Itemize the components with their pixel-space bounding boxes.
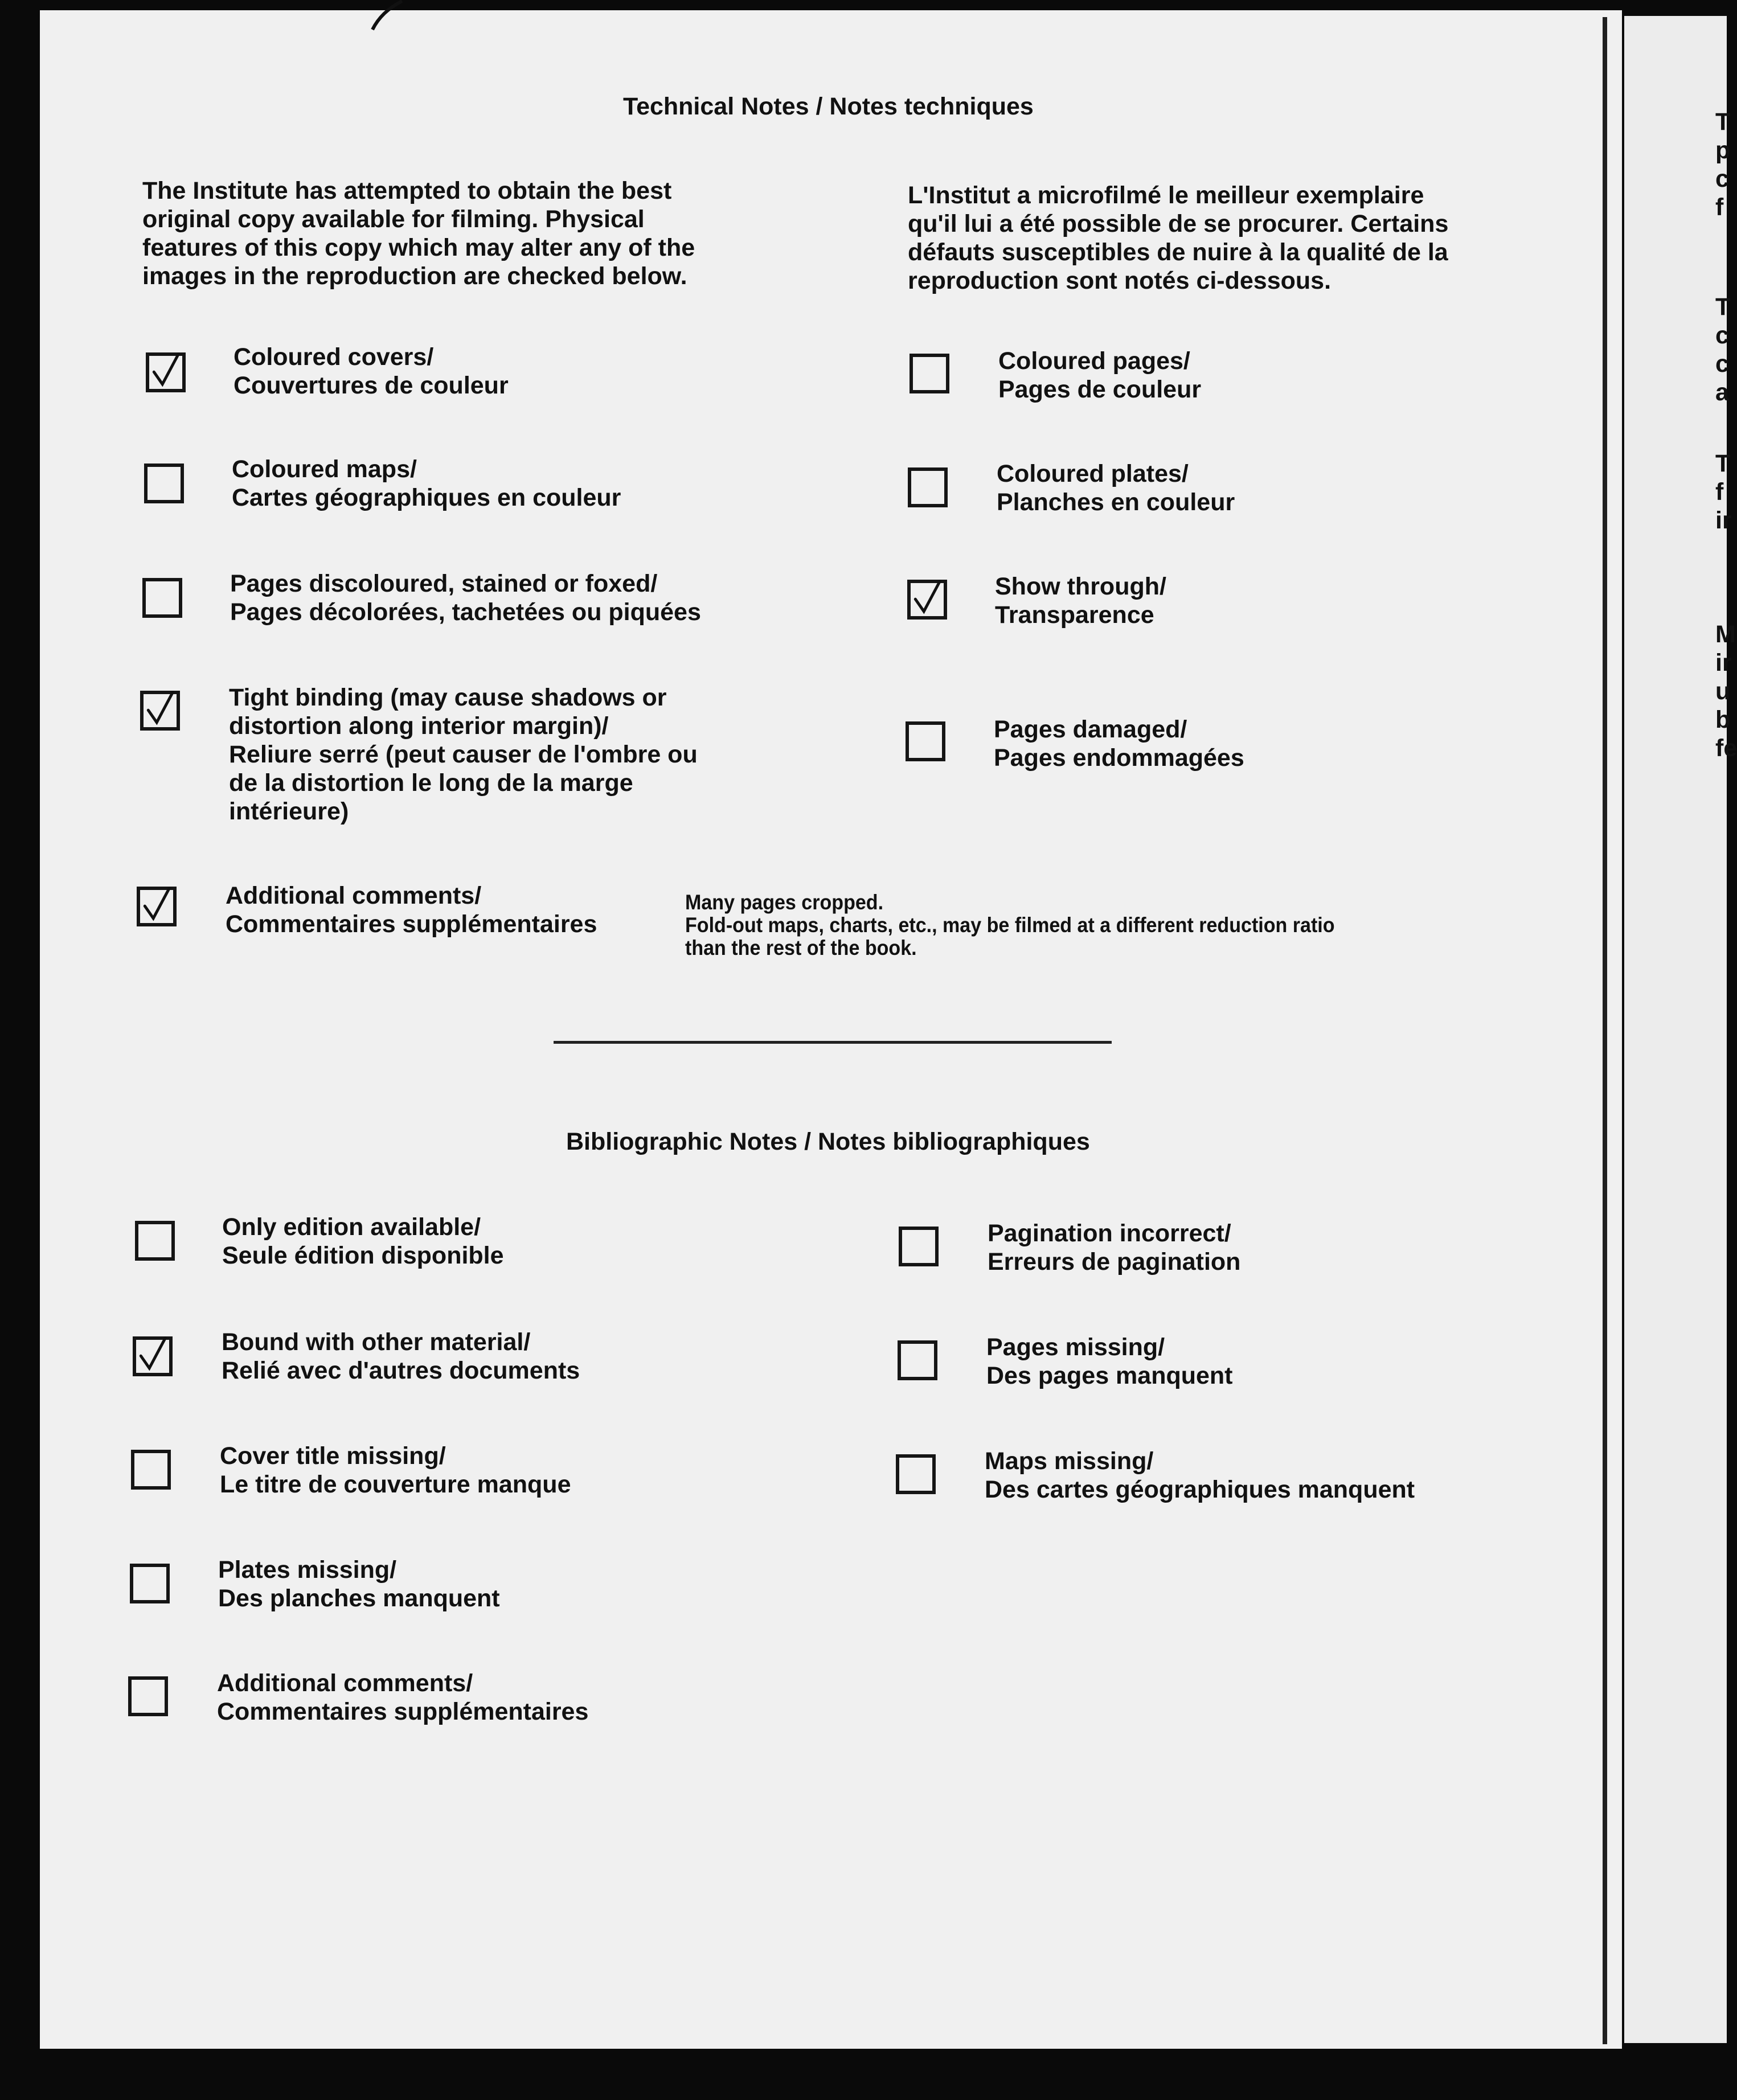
fragment-text: ir	[1715, 649, 1732, 676]
coloured-pages-label	[998, 347, 1201, 404]
technical-notes-heading: Technical Notes / Notes techniques	[623, 93, 1034, 120]
coloured-covers-label	[233, 343, 509, 400]
fragment-text: c	[1715, 165, 1729, 192]
intro-line: reproduction sont notés ci-dessous.	[908, 267, 1332, 294]
label-line: Additional comments/	[217, 1670, 473, 1697]
fragment-text: f	[1715, 194, 1724, 221]
tight-binding-checkbox[interactable]	[140, 691, 180, 731]
label-line: Seule édition disponible	[222, 1242, 504, 1269]
label-line: Tight binding (may cause shadows or	[229, 684, 667, 711]
fragment-text: p	[1715, 137, 1731, 164]
intro-line: The Institute has attempted to obtain the best	[142, 177, 672, 204]
intro-line: L'Institut a microfilmé le meilleur exemplaire	[908, 182, 1424, 209]
show-through-label	[995, 572, 1166, 629]
label-line: Le titre de couverture manque	[220, 1471, 571, 1498]
fragment-text: b	[1715, 706, 1731, 733]
coloured-plates-label	[997, 460, 1235, 516]
label-line: Des planches manquent	[218, 1585, 500, 1612]
comment-line: than the rest of the book.	[685, 936, 917, 959]
label-line: Pages endommagées	[994, 744, 1244, 772]
coloured-maps-label	[232, 455, 621, 512]
fragment-text: u	[1715, 678, 1731, 705]
tight-binding-label	[229, 683, 698, 826]
pen-stroke-mark	[370, 0, 404, 31]
label-line: Maps missing/	[985, 1447, 1154, 1475]
label-line: Coloured covers/	[233, 343, 434, 371]
intro-line: qu'il lui a été possible de se procurer. Certains	[908, 210, 1449, 237]
cover-title-missing-label	[220, 1442, 571, 1499]
pagination-incorrect-checkbox[interactable]	[899, 1227, 939, 1266]
only-edition-checkbox[interactable]	[135, 1221, 175, 1261]
label-line: Coloured maps/	[232, 456, 417, 483]
page-edge-divider	[1603, 17, 1607, 2044]
label-line: Pages missing/	[986, 1334, 1165, 1361]
maps-missing-checkbox[interactable]	[896, 1454, 936, 1494]
label-line: Pages discoloured, stained or foxed/	[230, 570, 658, 597]
label-line: Commentaires supplémentaires	[217, 1698, 589, 1725]
label-line: Planches en couleur	[997, 489, 1235, 516]
bound-with-other-material-checkbox[interactable]	[133, 1336, 173, 1376]
label-line: Pages damaged/	[994, 716, 1187, 743]
fragment-text: M	[1715, 621, 1736, 648]
check-mark-icon	[149, 356, 182, 389]
adjacent-page-fragments	[1715, 0, 1737, 2100]
check-stroke	[141, 1338, 165, 1368]
label-line: Reliure serré (peut causer de l'ombre ou	[229, 741, 698, 768]
pages-discoloured-label	[230, 569, 701, 626]
label-line: Coloured plates/	[997, 460, 1189, 487]
pages-damaged-label	[994, 715, 1244, 772]
technical-comment-text	[685, 891, 1335, 959]
label-line: Show through/	[995, 573, 1166, 600]
bibliographic-notes-heading: Bibliographic Notes / Notes bibliographiques	[566, 1128, 1090, 1155]
label-line: Des pages manquent	[986, 1362, 1233, 1389]
section-divider	[554, 1041, 1112, 1044]
bound-with-other-material-label	[222, 1328, 580, 1385]
label-line: Transparence	[995, 601, 1154, 629]
comment-line: Fold-out maps, charts, etc., may be filmed at a different reduction ratio	[685, 913, 1335, 937]
intro-line: features of this copy which may alter any of the	[142, 234, 695, 261]
technical-additional-comments-label	[226, 881, 597, 938]
check-mark-icon	[136, 1340, 169, 1373]
cover-title-missing-checkbox[interactable]	[131, 1450, 171, 1490]
pages-damaged-checkbox[interactable]	[906, 721, 945, 761]
label-line: Des cartes géographiques manquent	[985, 1476, 1415, 1503]
fragment-text: fe	[1715, 735, 1737, 762]
intro-line: défauts susceptibles de nuire à la qualité de la	[908, 239, 1448, 266]
adjacent-page-strip	[1624, 16, 1727, 2043]
fragment-text: T	[1715, 450, 1731, 477]
fragment-text: f	[1715, 478, 1724, 506]
technical-additional-comments-checkbox[interactable]	[137, 887, 177, 926]
document-page	[40, 10, 1622, 2049]
label-line: Couvertures de couleur	[233, 372, 509, 399]
fragment-text: c	[1715, 322, 1729, 349]
coloured-plates-checkbox[interactable]	[908, 467, 948, 507]
check-mark-icon	[140, 890, 173, 923]
check-stroke	[915, 581, 940, 612]
intro-line: original copy available for filming. Physical	[142, 206, 645, 233]
check-stroke	[148, 692, 173, 723]
label-line: Bound with other material/	[222, 1328, 531, 1356]
label-line: Cover title missing/	[220, 1442, 446, 1470]
check-mark-icon	[144, 694, 177, 727]
check-stroke	[145, 888, 169, 918]
fragment-text: T	[1715, 293, 1731, 321]
bibliographic-additional-comments-label	[217, 1669, 588, 1726]
pages-missing-checkbox[interactable]	[898, 1340, 937, 1380]
label-line: Commentaires supplémentaires	[226, 910, 597, 938]
check-mark-icon	[911, 583, 944, 616]
coloured-covers-checkbox[interactable]	[146, 352, 186, 392]
bibliographic-additional-comments-checkbox[interactable]	[128, 1676, 168, 1716]
pages-missing-label	[986, 1333, 1233, 1390]
show-through-checkbox[interactable]	[907, 580, 947, 620]
plates-missing-checkbox[interactable]	[130, 1564, 170, 1603]
comment-line: Many pages cropped.	[685, 891, 884, 914]
label-line: distortion along interior margin)/	[229, 712, 609, 740]
fragment-text: ir	[1715, 507, 1732, 534]
label-line: Only edition available/	[222, 1213, 481, 1241]
fragment-text: a	[1715, 379, 1729, 406]
fragment-text: c	[1715, 350, 1729, 378]
coloured-pages-checkbox[interactable]	[910, 354, 949, 393]
intro-line: images in the reproduction are checked below.	[142, 262, 687, 290]
pagination-incorrect-label	[988, 1219, 1240, 1276]
label-line: Relié avec d'autres documents	[222, 1357, 580, 1384]
label-line: Cartes géographiques en couleur	[232, 484, 621, 511]
maps-missing-label	[985, 1447, 1415, 1504]
label-line: Additional comments/	[226, 882, 482, 909]
fragment-text: T	[1715, 108, 1731, 136]
intro-french	[908, 181, 1534, 295]
label-line: Plates missing/	[218, 1556, 397, 1584]
label-line: intérieure)	[229, 798, 349, 825]
label-line: Pages décolorées, tachetées ou piquées	[230, 598, 701, 626]
check-stroke	[154, 354, 178, 384]
label-line: Erreurs de pagination	[988, 1248, 1241, 1275]
pages-discoloured-checkbox[interactable]	[142, 578, 182, 618]
label-line: Pagination incorrect/	[988, 1220, 1231, 1247]
label-line: de la distortion le long de la marge	[229, 769, 633, 797]
coloured-maps-checkbox[interactable]	[144, 464, 184, 503]
plates-missing-label	[218, 1556, 500, 1613]
label-line: Coloured pages/	[998, 347, 1190, 375]
label-line: Pages de couleur	[998, 376, 1202, 403]
intro-english	[142, 177, 769, 290]
only-edition-label	[222, 1213, 504, 1270]
